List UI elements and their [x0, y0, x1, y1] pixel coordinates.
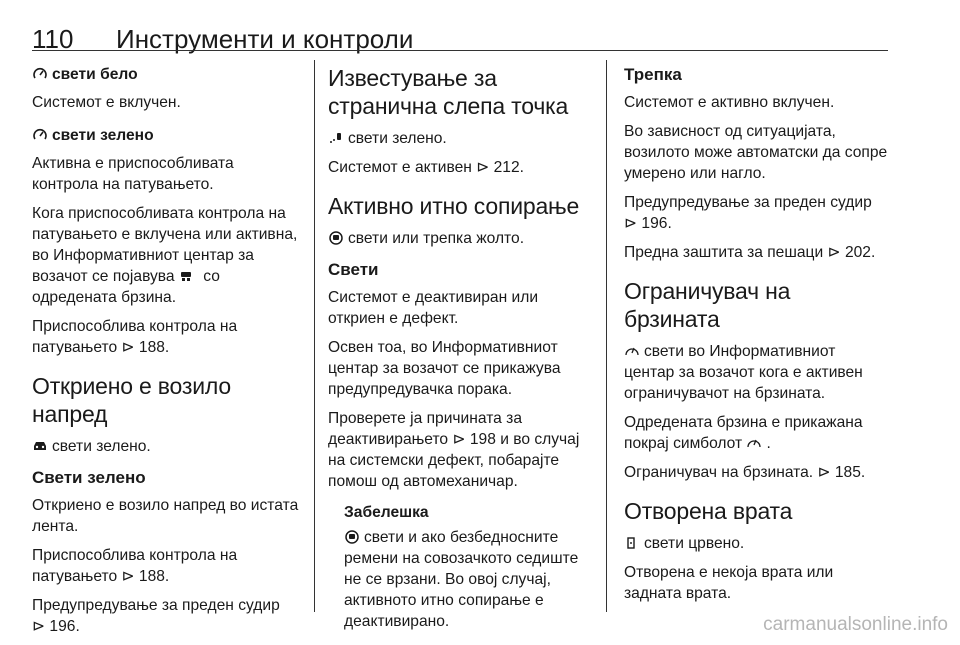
column-2 — [328, 64, 594, 640]
page-title: Инструменти и контроли — [116, 24, 414, 54]
heading-emergency-braking: Активно итно сопирање — [328, 193, 580, 219]
vehicle-ahead-icon — [32, 439, 48, 453]
indicator-white-row — [32, 64, 304, 86]
watermark: carmanualsonline.info — [763, 614, 948, 635]
heading-lit-green: Свети зелено — [32, 468, 146, 487]
flash-text-2: Во зависност од ситуацијата, возилото може автоматски да сопре умерено или нагло. — [624, 123, 888, 182]
speed-limiter-icon — [746, 436, 762, 450]
blind-spot-ref: Системот е активен ⊳ 212. — [328, 159, 524, 176]
column-divider-1 — [314, 60, 315, 612]
page-header — [32, 22, 888, 52]
page-ref-icon: ⊳ — [827, 244, 841, 261]
acc-ref-text: Приспособлива контрола на патувањето ⊳ 188. — [32, 318, 238, 356]
limiter-text-1: свети во Информативниот центар за возачот кога е активен ограничувачот на брзината. — [624, 343, 863, 402]
page-ref-icon: ⊳ — [121, 339, 135, 356]
page-ref-icon: ⊳ — [452, 431, 466, 448]
heading-vehicle-ahead: Откриено е возило напред — [32, 373, 231, 427]
column-3 — [624, 64, 890, 612]
acc-ref-text-2: Приспособлива контрола на патувањето ⊳ 188. — [32, 547, 238, 585]
header-divider — [32, 50, 888, 51]
heading-blind-spot: Известување за странична слепа точка — [328, 65, 569, 119]
system-on-text: Системот е вклучен. — [32, 94, 181, 111]
blind-spot-line: свети зелено. — [328, 128, 594, 149]
cruise-control-icon — [32, 128, 48, 142]
heading-door-open: Отворена врата — [624, 498, 793, 524]
lit-text-2: Освен тоа, во Информативниот центар за возачот се прикажува предупредувачка порака. — [328, 339, 561, 398]
lit-text-1: Системот е деактивиран или откриен е дефект. — [328, 289, 539, 327]
speed-limiter-icon — [624, 344, 640, 358]
emergency-braking-icon — [344, 530, 360, 544]
indicator-white-label: свети бело — [52, 66, 138, 83]
page-ref-icon: ⊳ — [817, 464, 831, 481]
emergency-braking-line: свети или трепка жолто. — [328, 228, 594, 249]
door-open-icon — [624, 536, 640, 550]
door-text: Отворена е некоја врата или задната врата. — [624, 564, 834, 602]
column-divider-2 — [606, 60, 607, 612]
note-text: свети и ако безбедносните ремени на совозачкото седиште не се врзани. Во овој случај, активното итно сопирање е деактивирано. — [344, 529, 579, 630]
emergency-braking-icon — [328, 231, 344, 245]
door-line: свети црвено. — [624, 533, 890, 554]
indicator-green-row — [32, 125, 304, 147]
flash-text-1: Системот е активно вклучен. — [624, 94, 835, 111]
indicator-green-label: свети зелено — [52, 127, 154, 144]
flash-text-4: Предна заштита за пешаци ⊳ 202. — [624, 244, 876, 261]
note-title: Забелешка — [344, 504, 429, 521]
column-1 — [32, 64, 304, 645]
page-ref-icon: ⊳ — [32, 618, 46, 635]
limiter-text-3: Ограничувач на брзината. ⊳ 185. — [624, 464, 866, 481]
vehicle-ahead-line: свети зелено. — [32, 436, 304, 457]
heading-flashes: Трепка — [624, 65, 682, 84]
limiter-text-2: Одредената брзина е прикажана покрај симболот . — [624, 414, 863, 452]
heading-speed-limiter: Ограничувач на брзината — [624, 278, 791, 332]
page-ref-icon: ⊳ — [476, 159, 490, 176]
fcw-ref-text: Предупредување за преден судир ⊳ 196. — [32, 597, 280, 635]
cruise-control-icon — [32, 67, 48, 81]
page-ref-icon: ⊳ — [121, 568, 135, 585]
vehicle-speed-icon — [179, 269, 195, 283]
lit-text-3: Проверете ја причината за деактивирањето ⊳ 198 и во случај на системски дефект, побарајте помош од автомеханичар. — [328, 410, 580, 490]
acc-info-text: Кога приспособливата контрола на патувањето е вклучена или активна, во Информативниот центар за возачот се појавува со одредената брзина. — [32, 205, 298, 306]
acc-active-text: Активна е приспособливата контрола на патувањето. — [32, 155, 234, 193]
note-box — [328, 502, 594, 632]
blind-spot-icon — [328, 131, 344, 145]
heading-lit: Свети — [328, 260, 379, 279]
lit-green-text: Откриено е возило напред во истата лента. — [32, 497, 299, 535]
page-ref-icon: ⊳ — [624, 215, 638, 232]
page-number: 110 — [32, 24, 74, 54]
flash-text-3: Предупредување за преден судир ⊳ 196. — [624, 194, 872, 232]
